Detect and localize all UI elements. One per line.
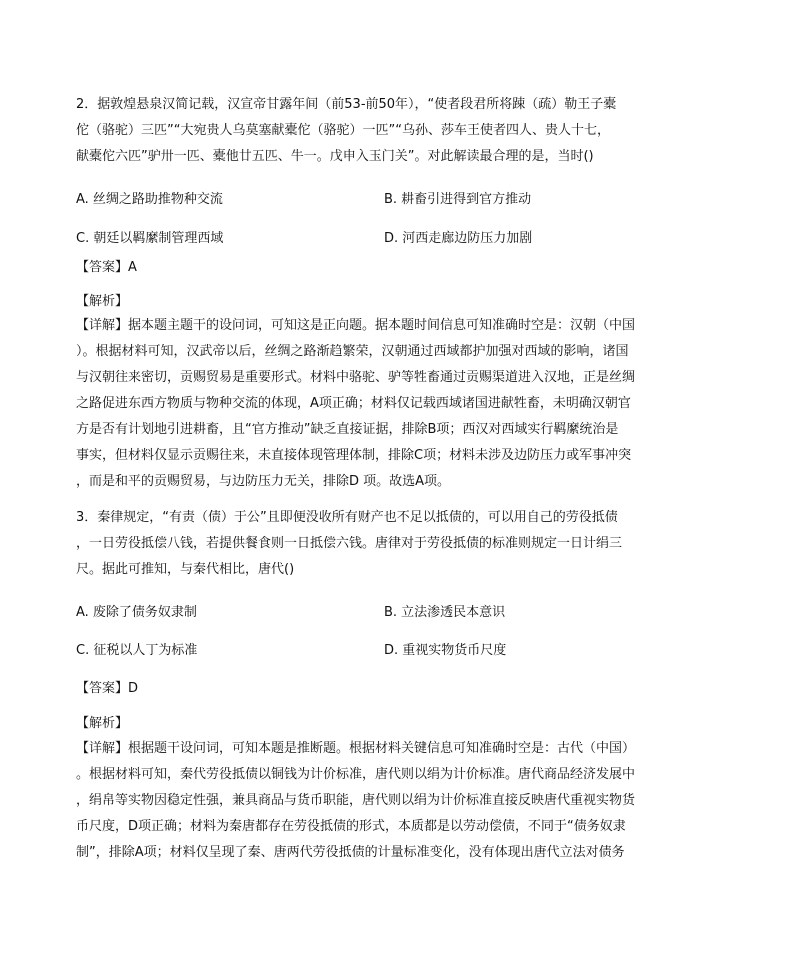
question-2-detail <box>76 313 690 495</box>
question-3-option-c: C. 征税以人丁为标准 <box>76 643 198 658</box>
detail-line: 事实，但材料仅显示贡赐往来，未直接体现管理体制，排除C项；材料未涉及边防压力或军事冲突 <box>76 448 632 463</box>
stem-line: 3．秦律规定，“有责（债）于公”且即便没收所有财产也不足以抵债的，可以用自己的劳役抵债 <box>76 510 618 525</box>
question-3-answer: 【答案】D <box>76 681 139 696</box>
question-2-option-b: B. 耕畜引进得到官方推动 <box>384 192 532 207</box>
stem-line: ，一日劳役抵偿八钱，若提供餐食则一日抵偿六钱。唐律对于劳役抵债的标准则规定一日计绢三 <box>76 536 623 551</box>
detail-line: 。根据材料可知，秦代劳役抵债以铜钱为计价标准，唐代则以绢为计价标准。唐代商品经济发展中 <box>76 767 636 782</box>
detail-line: ，而是和平的贡赐贸易，与边防压力无关，排除D 项。故选A项。 <box>76 474 451 489</box>
detail-line: 制”，排除A项；材料仅呈现了秦、唐两代劳役抵债的计量标准变化，没有体现出唐代立法对债务 <box>76 845 625 860</box>
question-2-answer: 【答案】A <box>76 260 137 275</box>
detail-line: ，绢帛等实物因稳定性强，兼具商品与货币职能，唐代则以绢为计价标准直接反映唐代重视实物货 <box>76 793 636 808</box>
question-3-option-d: D. 重视实物货币尺度 <box>384 643 507 658</box>
question-3-stem <box>76 505 690 583</box>
stem-line: 2．据敦煌悬泉汉简记载，汉宣帝甘露年间（前53-前50年），“使者段君所将踈（疏）勒王子橐 <box>76 97 617 112</box>
question-3-option-b: B. 立法渗透民本意识 <box>384 605 506 620</box>
question-2-option-d: D. 河西走廊边防压力加剧 <box>384 231 533 246</box>
detail-line: 【详解】据本题主题干的设问词，可知这是正向题。据本题时间信息可知准确时空是：汉朝（中国 <box>76 318 636 333</box>
question-3-option-a: A. 废除了债务奴隶制 <box>76 605 197 620</box>
detail-line: 【详解】根据题干设问词，可知本题是推断题。根据材料关键信息可知准确时空是：古代（中国） <box>76 741 636 756</box>
detail-line: ）。根据材料可知，汉武帝以后，丝绸之路渐趋繁荣，汉朝通过西域都护加强对西域的影响，诸国 <box>76 344 629 359</box>
stem-line: 尺。据此可推知，与秦代相比，唐代() <box>76 562 295 577</box>
question-3-analysis-label: 【解析】 <box>76 716 129 731</box>
stem-line: 献橐佗六匹”驴卅一匹、橐他廿五匹、牛一。戊申入玉门关”。对此解读最合理的是，当时() <box>76 149 594 164</box>
stem-line: 佗（骆驼）三匹”“大宛贵人乌莫塞献橐佗（骆驼）一匹”“乌孙、莎车王使者四人、贵人十七， <box>76 123 610 138</box>
question-2-option-a: A. 丝绸之路助推物种交流 <box>76 192 223 207</box>
question-3-detail <box>76 736 690 866</box>
question-2-analysis-label: 【解析】 <box>76 294 129 309</box>
detail-line: 方是否有计划地引进耕畜，且“官方推动”缺乏直接证据，排除B项；西汉对西域实行羁縻统治是 <box>76 422 619 437</box>
question-2-stem <box>76 92 690 170</box>
detail-line: 与汉朝往来密切，贡赐贸易是重要形式。材料中骆驼、驴等牲畜通过贡赐渠道进入汉地，正是丝绸 <box>76 370 636 385</box>
detail-line: 币尺度，D项正确；材料为秦唐都存在劳役抵债的形式，本质都是以劳动偿债，不同于“债务奴隶 <box>76 819 626 834</box>
detail-line: 之路促进东西方物质与物种交流的体现，A项正确；材料仅记载西域诸国进献牲畜，未明确汉朝官 <box>76 396 631 411</box>
question-2-option-c: C. 朝廷以羁縻制管理西域 <box>76 231 224 246</box>
